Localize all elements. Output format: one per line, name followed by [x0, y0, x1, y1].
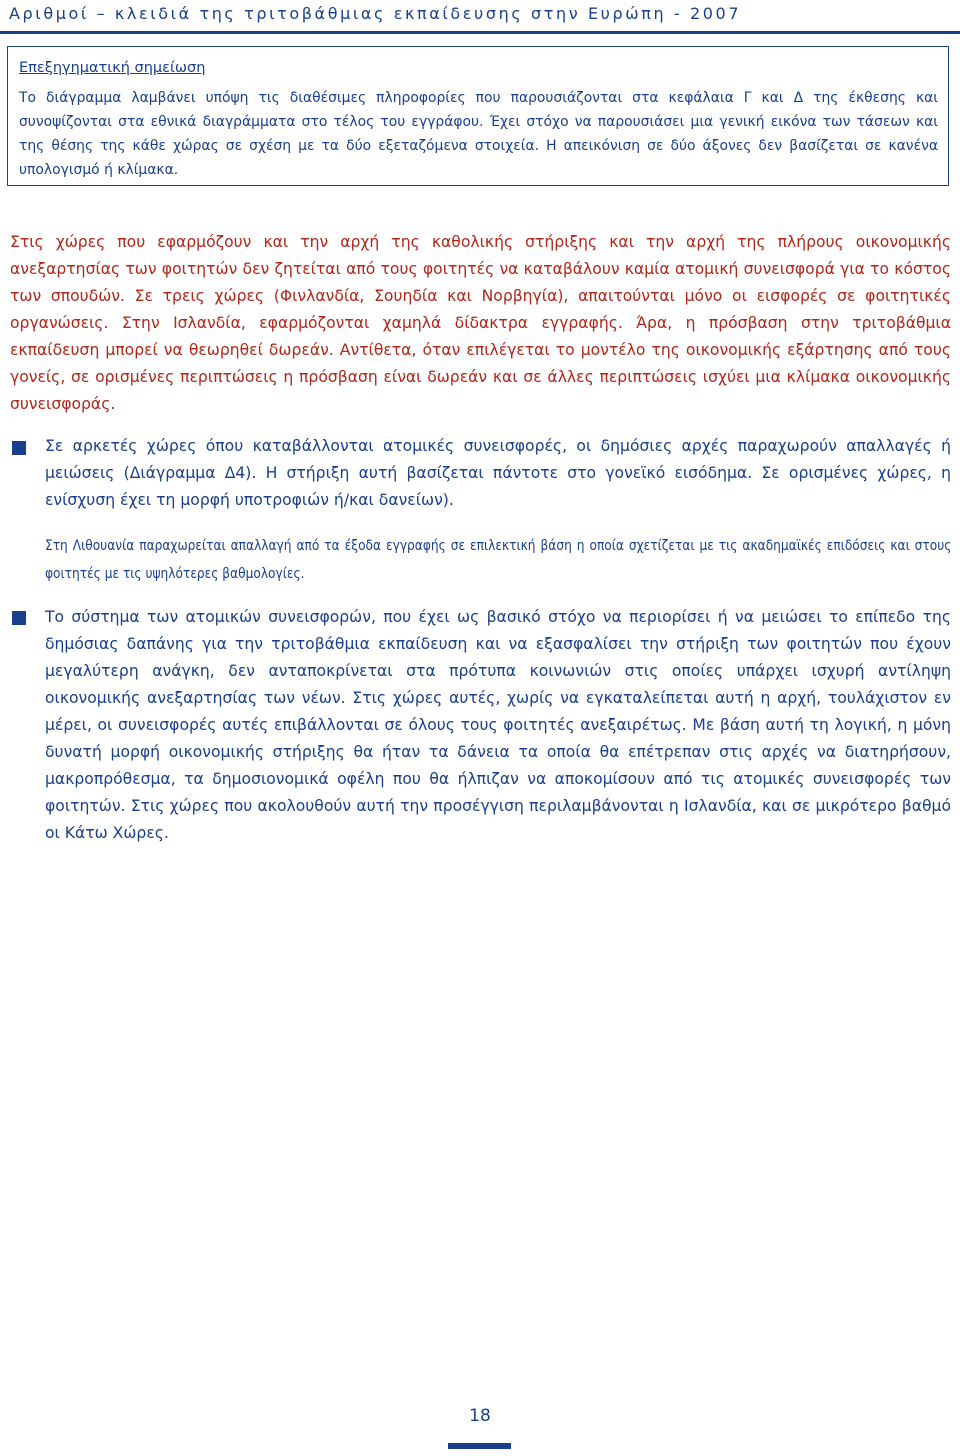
running-header-title: Αριθμοί – κλειδιά της τριτοβάθμιας εκπαίδευσης στην Ευρώπη - 2007 [9, 4, 742, 23]
explanatory-note-box [7, 46, 949, 186]
header-rule [0, 31, 960, 34]
example-note: Στη Λιθουανία παραχωρείται απαλλαγή από τα έξοδα εγγραφής σε επιλεκτική βάση η οποία σχετίζεται με τις ακαδημαϊκές επιδόσεις και στους φοιτητές με τις υψηλότερες βαθμολογίες. [45, 538, 952, 582]
bullet-square-icon [12, 611, 26, 625]
page-number-bar [448, 1443, 511, 1449]
page-number: 18 [469, 1406, 491, 1426]
bullet-paragraph-1: Σε αρκετές χώρες όπου καταβάλλονται ατομικές συνεισφορές, οι δημόσιες αρχές παραχωρούν απαλλαγές ή μειώσεις (Διάγραμμα Δ4). Η στήριξη αυτή βασίζεται πάντοτε στο γονεϊκό εισόδημα. Σε ορισμένες χώρες, η ενίσχυση έχει τη μορφή υποτροφιών ή/και δανείων). [45, 437, 951, 509]
bullet-square-icon [12, 441, 26, 455]
intro-paragraph: Στις χώρες που εφαρμόζουν και την αρχή της καθολικής στήριξης και την αρχή της πλήρους οικονομικής ανεξαρτησίας των φοιτητών δεν ζητείται από τους φοιτητές να καταβάλουν καμία ατομική συνεισφορά για το κόστος των σπουδών. Σε τρεις χώρες (Φινλανδία, Σουηδία και Νορβηγία), απαιτούνται μόνο οι εισφορές σε φοιτητικές οργανώσεις. Στην Ισλανδία, εφαρμόζονται χαμηλά δίδακτρα εγγραφής. Άρα, η πρόσβαση στην τριτοβάθμια εκπαίδευση μπορεί να θεωρηθεί δωρεάν. Αντίθετα, όταν επιλέγεται το μοντέλο της οικονομικής εξάρτησης από τους γονείς, σε ορισμένες περιπτώσεις η πρόσβαση είναι δωρεάν και σε άλλες περιπτώσεις ισχύει μια κλίμακα οικονομικής συνεισφοράς. [10, 233, 951, 413]
bullet-paragraph-2: Το σύστημα των ατομικών συνεισφορών, που έχει ως βασικό στόχο να περιορίσει ή να μειώσει το επίπεδο της δημόσιας δαπάνης για την τριτοβάθμια εκπαίδευση και να εξασφαλίσει την στήριξη των φοιτητών που έχουν μεγαλύτερη ανάγκη, δεν ανταποκρίνεται στα πρότυπα κοινωνιών στις οποίες υπάρχει ισχυρή αντίληψη οικονομικής ανεξαρτησίας των νέων. Στις χώρες αυτές, χωρίς να εγκαταλείπεται αυτή η αρχή, τουλάχιστον εν μέρει, οι συνεισφορές αυτές επιβάλλονται σε όλους τους φοιτητές ανεξαιρέτως. Με βάση αυτή τη λογική, η μόνη δυνατή μορφή οικονομικής στήριξης θα ήταν τα δάνεια τα οποία θα επέτρεπαν στις αρχές να διατηρήσουν, μακροπρόθεσμα, τα δημοσιονομικά οφέλη που θα ήλπιζαν να αποκομίσουν από τις ατομικές συνεισφορές των φοιτητών. Στις χώρες που ακολουθούν αυτή την προσέγγιση περιλαμβάνονται η Ισλανδία, και σε μικρότερο βαθμό οι Κάτω Χώρες. [45, 608, 951, 842]
note-body: Το διάγραμμα λαμβάνει υπόψη τις διαθέσιμες πληροφορίες που παρουσιάζονται στα κεφάλαια Γ και Δ της έκθεσης και συνοψίζονται στα εθνικά διαγράμματα στο τέλος του εγγράφου. Έχει στόχο να παρουσιάσει μια γενική εικόνα των τάσεων και της θέσης της κάθε χώρας σε σχέση με τα δύο εξεταζόμενα στοιχεία. Η απεικόνιση σε δύο άξονες δεν βασίζεται σε κανένα υπολογισμό ή κλίμακα. [19, 90, 938, 178]
note-title: Επεξηγηματική σημείωση [19, 60, 206, 76]
